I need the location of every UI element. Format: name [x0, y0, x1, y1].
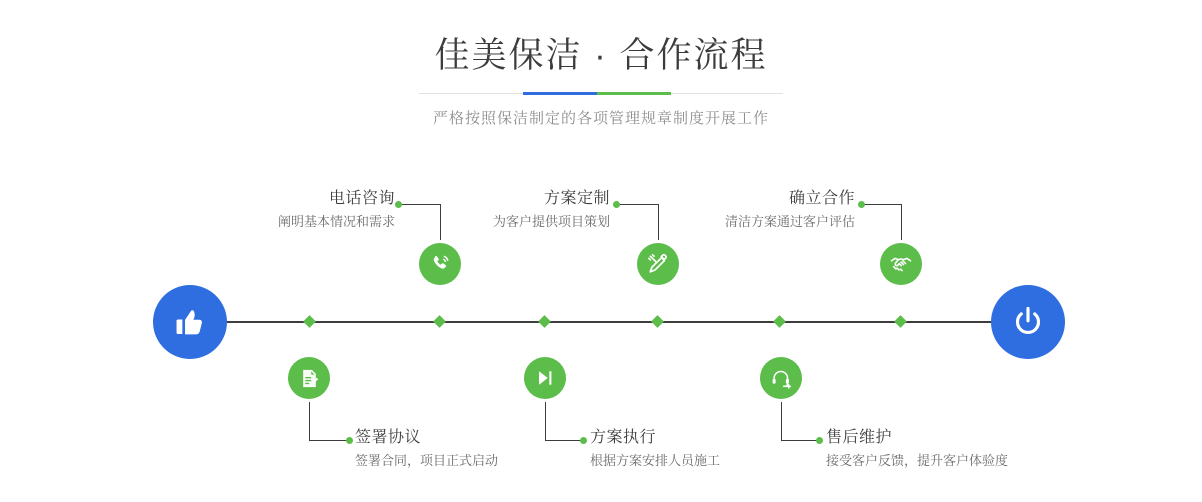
step-2-label — [355, 427, 498, 471]
step-6-title: 售后维护 — [826, 429, 893, 446]
step-5-icon-badge — [880, 243, 922, 285]
connector-dot-step-2 — [346, 437, 353, 444]
timeline-start-badge — [153, 285, 227, 359]
step-5-label — [700, 188, 855, 232]
connector-line-step-5 — [901, 204, 902, 240]
step-6-label — [826, 427, 1008, 471]
connector-line-step-2-h — [309, 440, 349, 441]
connector-dot-step-1 — [395, 201, 402, 208]
title-divider — [419, 92, 783, 95]
page-header — [0, 34, 1202, 128]
connector-line-step-5-h — [862, 204, 902, 205]
page-title: 佳美保洁 · 合作流程 — [434, 36, 768, 75]
handshake-icon — [889, 252, 913, 276]
step-2-desc: 签署合同，项目正式启动 — [355, 453, 499, 468]
axis-node-marker — [538, 315, 551, 328]
step-3-title: 方案定制 — [543, 190, 610, 207]
step-4-icon-badge — [524, 357, 566, 399]
connector-dot-step-5 — [858, 201, 865, 208]
step-3-icon-badge — [637, 243, 679, 285]
connector-line-step-1-h — [398, 204, 441, 205]
connector-dot-step-3 — [613, 201, 620, 208]
step-1-desc: 阐明基本情况和需求 — [277, 214, 395, 229]
step-2-title: 签署协议 — [355, 429, 422, 446]
divider-accent-green — [597, 92, 671, 95]
document-pen-icon — [298, 367, 321, 390]
axis-node-marker — [894, 315, 907, 328]
connector-line-step-3-h — [617, 204, 659, 205]
play-skip-icon — [534, 367, 556, 389]
step-4-desc: 根据方案安排人员施工 — [590, 453, 721, 468]
thumbs-up-icon — [173, 305, 207, 339]
step-6-desc: 接受客户反馈，提升客户体验度 — [826, 453, 1009, 468]
step-3-desc: 为客户提供项目策划 — [492, 214, 610, 229]
axis-node-marker — [773, 315, 786, 328]
step-1-label — [250, 188, 395, 232]
axis-node-marker — [303, 315, 316, 328]
step-4-label — [590, 427, 720, 471]
connector-dot-step-6 — [816, 437, 823, 444]
headset-add-icon — [770, 367, 793, 390]
connector-line-step-3 — [658, 204, 659, 240]
timeline-axis — [155, 321, 1050, 323]
connector-line-step-4 — [545, 400, 546, 440]
step-1-title: 电话咨询 — [328, 190, 395, 207]
connector-line-step-2 — [309, 400, 310, 440]
timeline-end-badge — [991, 285, 1065, 359]
connector-line-step-6 — [781, 400, 782, 440]
power-icon — [1010, 304, 1046, 340]
connector-line-step-6-h — [781, 440, 819, 441]
step-2-icon-badge — [288, 357, 330, 399]
connector-line-step-4-h — [545, 440, 583, 441]
axis-node-marker — [651, 315, 664, 328]
step-1-icon-badge — [419, 243, 461, 285]
step-5-desc: 清洁方案通过客户评估 — [724, 214, 855, 229]
step-5-title: 确立合作 — [788, 190, 855, 207]
connector-line-step-1 — [440, 204, 441, 240]
axis-node-marker — [433, 315, 446, 328]
step-6-icon-badge — [760, 357, 802, 399]
divider-accent-blue — [523, 92, 597, 95]
step-3-label — [462, 188, 610, 232]
step-4-title: 方案执行 — [590, 429, 657, 446]
pen-ruler-icon — [646, 252, 670, 276]
page-subtitle: 严格按照保洁制定的各项管理规章制度开展工作 — [432, 110, 769, 127]
connector-dot-step-4 — [580, 437, 587, 444]
phone-ring-icon — [428, 252, 452, 276]
